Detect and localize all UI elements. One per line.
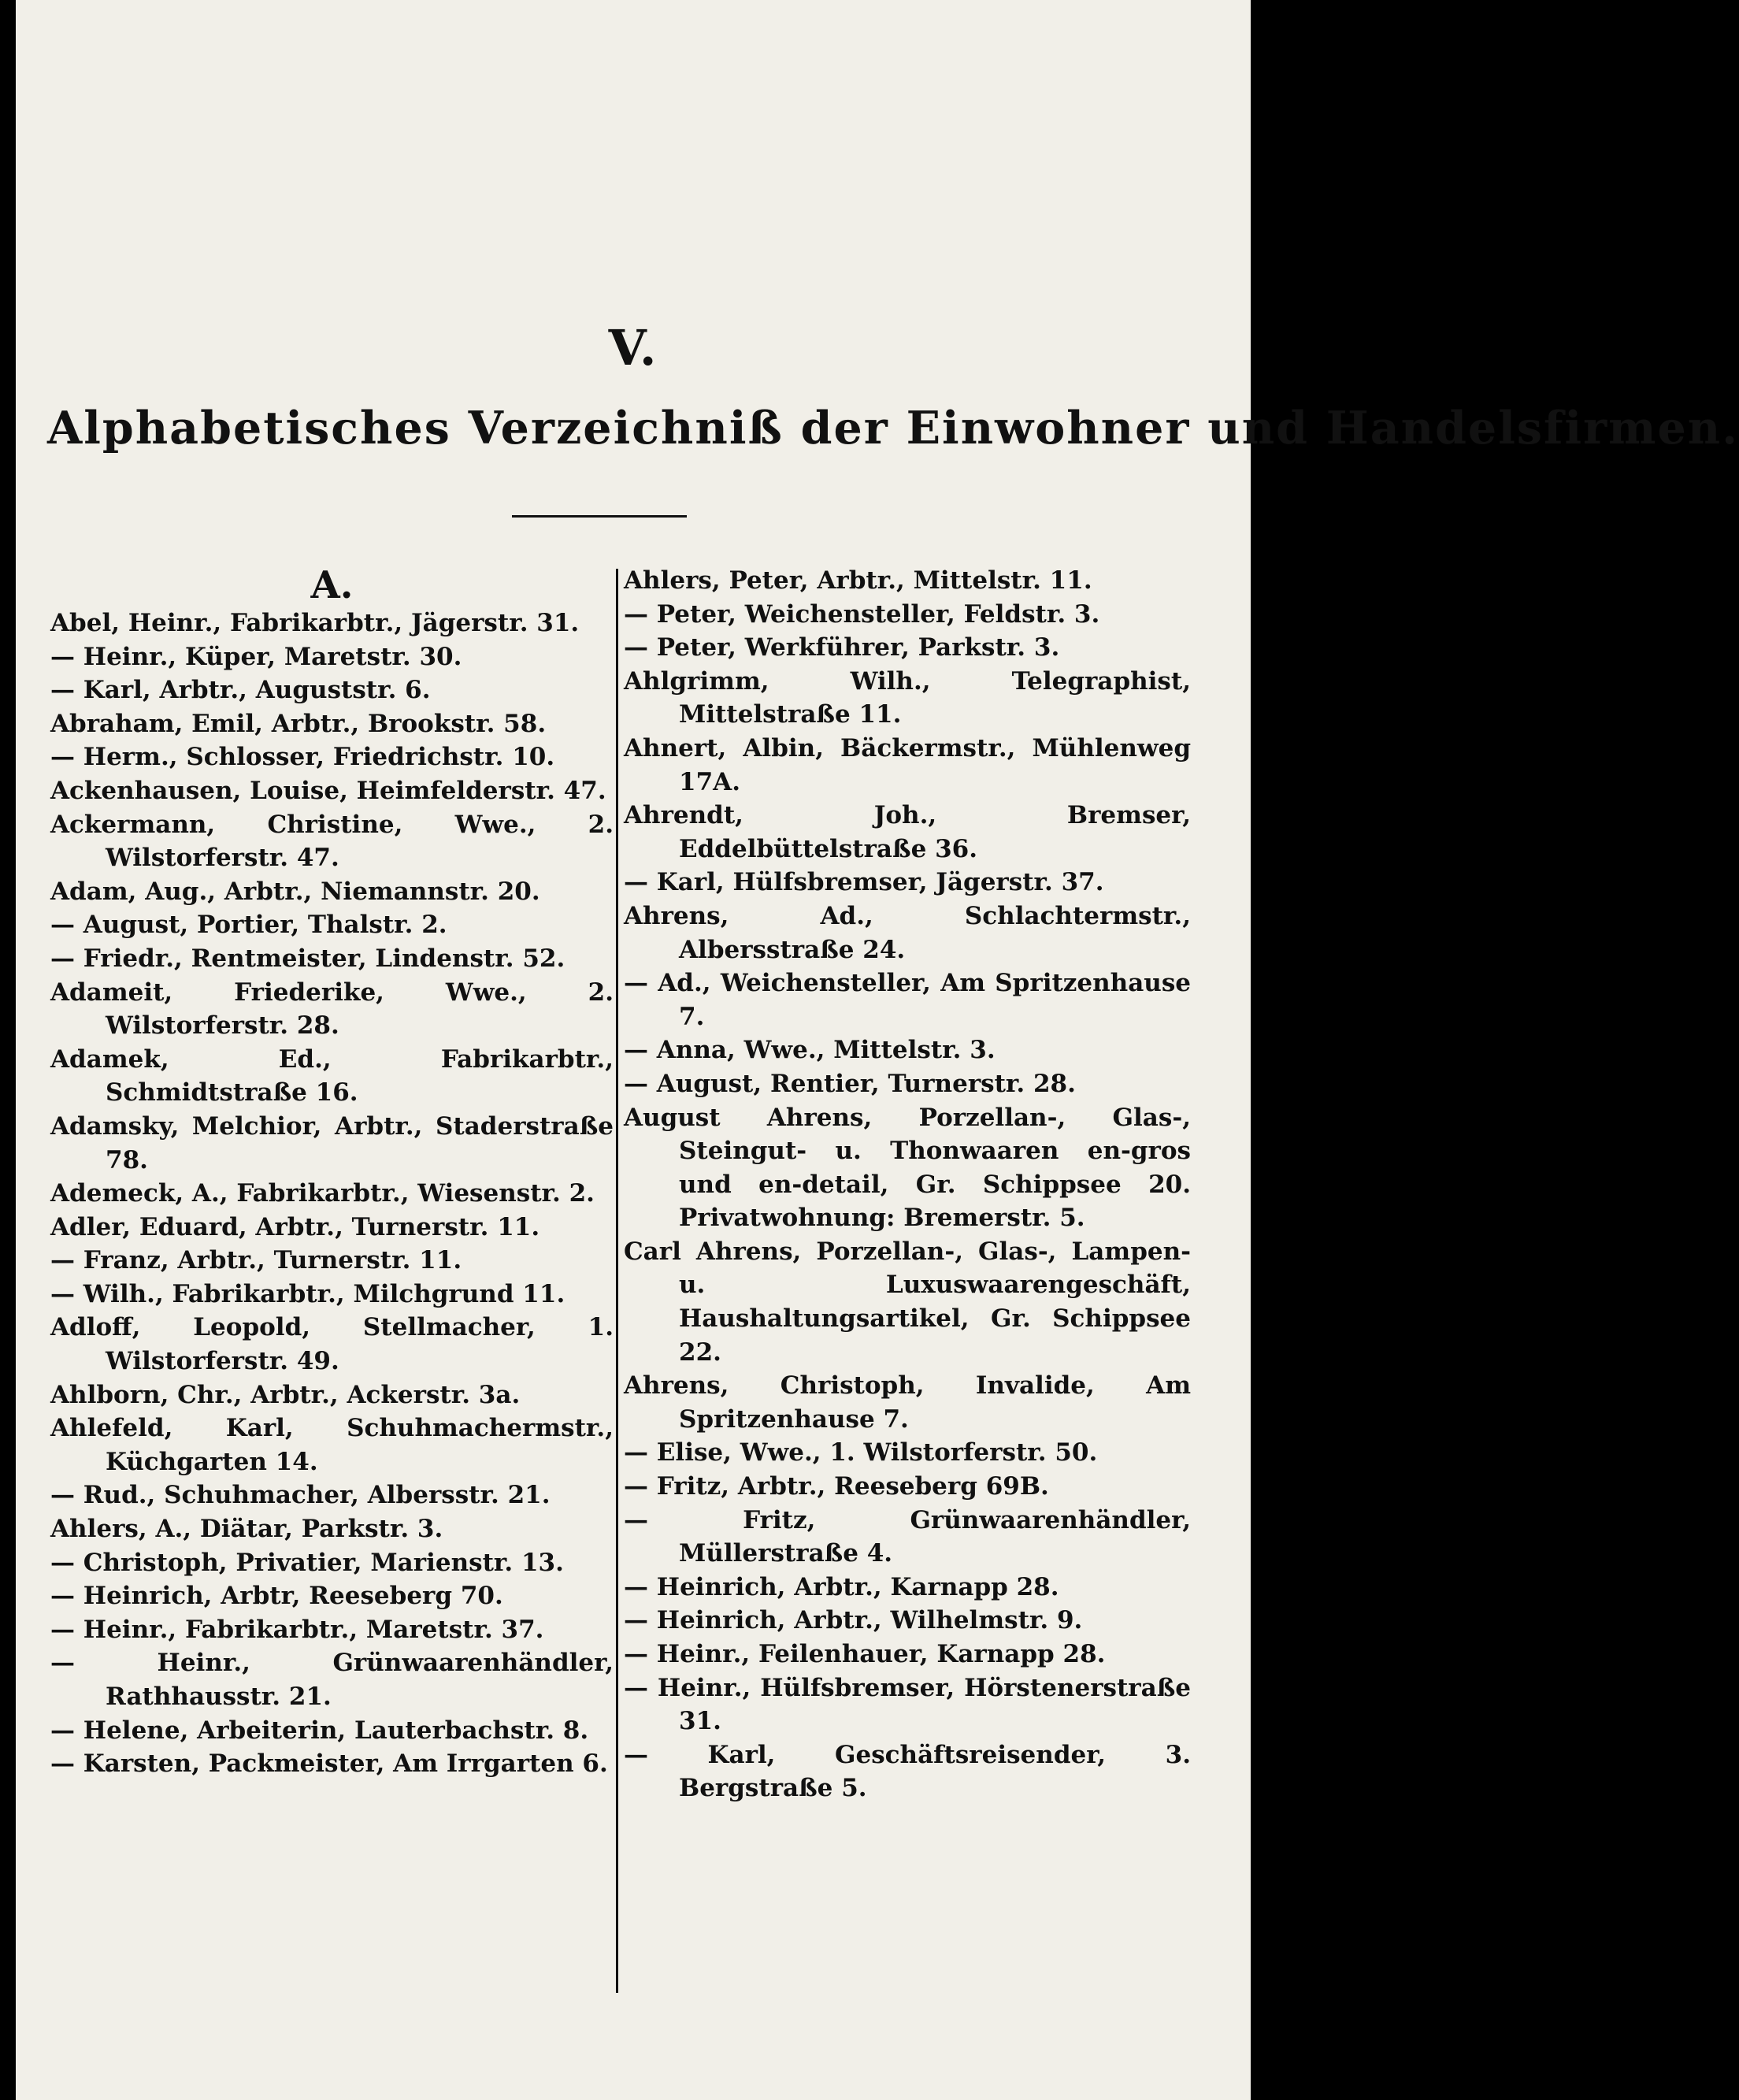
section-title: Alphabetisches Verzeichniß der Einwohner und Handelsfirmen. bbox=[47, 402, 1739, 455]
directory-entry: — Heinrich, Arbtr, Reeseberg 70. bbox=[50, 1582, 503, 1611]
directory-entry: — Karl, Geschäftsreisender, 3. Bergstraße 5. bbox=[624, 1740, 1191, 1803]
directory-entry: — Fritz, Grünwaarenhändler, Müllerstraße 4. bbox=[624, 1505, 1191, 1568]
directory-entry: Abraham, Emil, Arbtr., Brookstr. 58. bbox=[50, 709, 547, 738]
firm-advertisement-entry: Carl Ahrens, Porzellan-, Glas-, Lampen- u. Luxuswaarengeschäft, Haushaltungsartikel, Gr. Schippsee 22. bbox=[624, 1237, 1191, 1367]
directory-entry: Ackermann, Christine, Wwe., 2. Wilstorferstr. 47. bbox=[50, 810, 614, 873]
firm-advertisement-entry: August Ahrens, Porzellan-, Glas-, Steingut- u. Thonwaaren en-gros und en-detail, Gr. Schippsee 20. Privatwohnung: Bremerstr. 5. bbox=[624, 1103, 1191, 1233]
directory-entry: — Heinr., Grünwaarenhändler, Rathhausstr. 21. bbox=[50, 1649, 614, 1711]
directory-entry: Ackenhausen, Louise, Heimfelderstr. 47. bbox=[50, 776, 606, 805]
directory-entry: — Karl, Hülfsbremser, Jägerstr. 37. bbox=[624, 868, 1104, 897]
directory-entry: — Heinrich, Arbtr., Wilhelmstr. 9. bbox=[624, 1606, 1083, 1635]
directory-page bbox=[16, 0, 1739, 2100]
directory-entry: — Helene, Arbeiterin, Lauterbachstr. 8. bbox=[50, 1716, 589, 1745]
directory-entry: Adameit, Friederike, Wwe., 2. Wilstorferstr. 28. bbox=[50, 978, 614, 1041]
directory-entry: — Heinr., Feilenhauer, Karnapp 28. bbox=[624, 1640, 1106, 1668]
directory-entry: — Elise, Wwe., 1. Wilstorferstr. 50. bbox=[624, 1438, 1098, 1467]
directory-entry: — Wilh., Fabrikarbtr., Milchgrund 11. bbox=[50, 1279, 565, 1308]
directory-entry: Ademeck, A., Fabrikarbtr., Wiesenstr. 2. bbox=[50, 1179, 595, 1208]
directory-entry: — Friedr., Rentmeister, Lindenstr. 52. bbox=[50, 944, 565, 973]
directory-entry: — Rud., Schuhmacher, Albersstr. 21. bbox=[50, 1481, 551, 1510]
directory-entry: — Fritz, Arbtr., Reeseberg 69B. bbox=[624, 1472, 1049, 1501]
directory-entry: — Heinrich, Arbtr., Karnapp 28. bbox=[624, 1572, 1059, 1601]
directory-entry: — Heinr., Fabrikarbtr., Maretstr. 37. bbox=[50, 1615, 544, 1644]
directory-entry: — August, Portier, Thalstr. 2. bbox=[50, 911, 447, 940]
directory-entry: Adam, Aug., Arbtr., Niemannstr. 20. bbox=[50, 877, 540, 906]
directory-entry: Ahlefeld, Karl, Schuhmachermstr., Küchgarten 14. bbox=[50, 1414, 614, 1476]
title-divider bbox=[512, 515, 687, 518]
directory-entry: — Peter, Werkführer, Parkstr. 3. bbox=[624, 633, 1060, 662]
directory-entry: — August, Rentier, Turnerstr. 28. bbox=[624, 1069, 1076, 1098]
directory-entry: — Heinr., Küper, Maretstr. 30. bbox=[50, 642, 462, 671]
directory-entry: — Ad., Weichensteller, Am Spritzenhause 7. bbox=[624, 969, 1191, 1031]
directory-entry: — Karl, Arbtr., Auguststr. 6. bbox=[50, 676, 431, 705]
directory-entry: — Heinr., Hülfsbremser, Hörstenerstraße 31. bbox=[624, 1673, 1191, 1736]
directory-entry: Adamsky, Melchior, Arbtr., Staderstraße 78. bbox=[50, 1111, 614, 1174]
directory-entry: Abel, Heinr., Fabrikarbtr., Jägerstr. 31. bbox=[50, 609, 580, 637]
directory-entry: Ahlers, A., Diätar, Parkstr. 3. bbox=[50, 1515, 443, 1544]
directory-entry: Ahrendt, Joh., Bremser, Eddelbüttelstraße 36. bbox=[624, 801, 1191, 863]
section-number: V. bbox=[608, 319, 658, 377]
directory-entry: — Herm., Schlosser, Friedrichstr. 10. bbox=[50, 743, 555, 772]
directory-entry: Ahrens, Christoph, Invalide, Am Spritzenhause 7. bbox=[624, 1371, 1191, 1434]
directory-entry: — Anna, Wwe., Mittelstr. 3. bbox=[624, 1036, 996, 1065]
directory-entry: Adloff, Leopold, Stellmacher, 1. Wilstorferstr. 49. bbox=[50, 1313, 614, 1376]
directory-entry: Adamek, Ed., Fabrikarbtr., Schmidtstraße 16. bbox=[50, 1044, 614, 1108]
column-divider bbox=[616, 569, 618, 1993]
left-column bbox=[50, 564, 614, 1781]
directory-entry: — Franz, Arbtr., Turnerstr. 11. bbox=[50, 1246, 462, 1275]
directory-entry: Ahlers, Peter, Arbtr., Mittelstr. 11. bbox=[624, 566, 1092, 595]
directory-entry: Ahlborn, Chr., Arbtr., Ackerstr. 3a. bbox=[50, 1380, 521, 1409]
letter-heading: A. bbox=[310, 563, 354, 607]
directory-entry: Ahnert, Albin, Bäckermstr., Mühlenweg 17A. bbox=[624, 733, 1191, 796]
directory-entry: — Peter, Weichensteller, Feldstr. 3. bbox=[624, 599, 1100, 629]
directory-entry: Ahlgrimm, Wilh., Telegraphist, Mittelstraße 11. bbox=[624, 666, 1191, 729]
right-column bbox=[624, 564, 1191, 1805]
directory-entry: — Karsten, Packmeister, Am Irrgarten 6. bbox=[50, 1749, 608, 1779]
directory-entry: Ahrens, Ad., Schlachtermstr., Albersstraße 24. bbox=[624, 901, 1191, 964]
directory-entry: Adler, Eduard, Arbtr., Turnerstr. 11. bbox=[50, 1212, 540, 1241]
directory-entry: — Christoph, Privatier, Marienstr. 13. bbox=[50, 1548, 564, 1577]
